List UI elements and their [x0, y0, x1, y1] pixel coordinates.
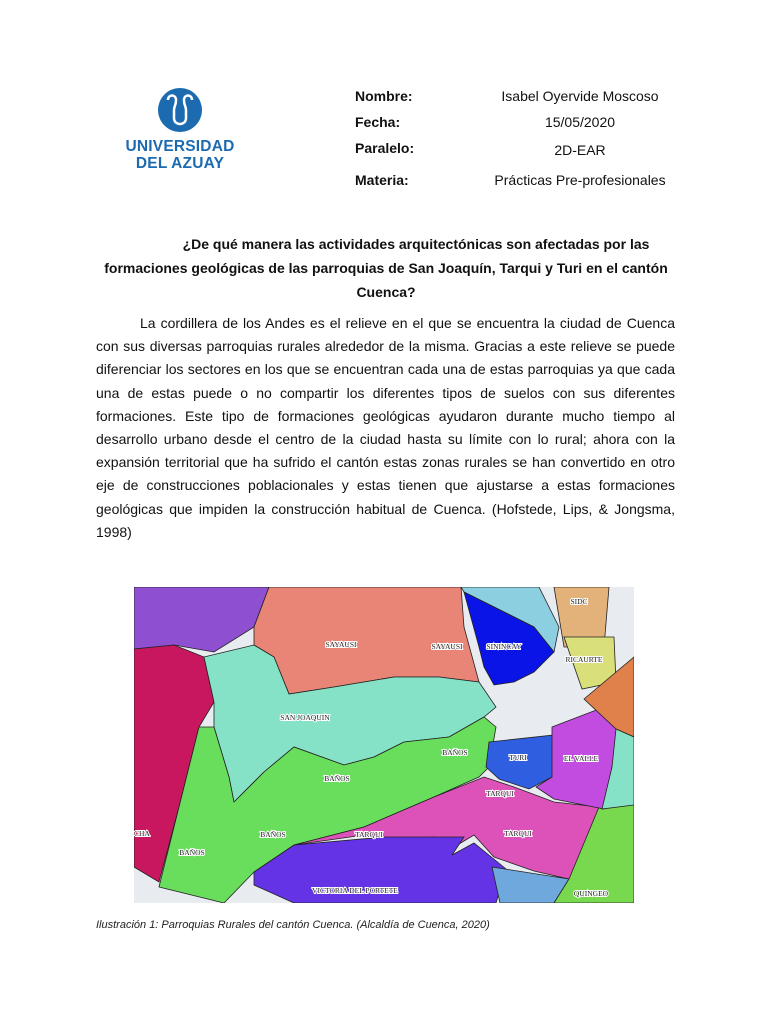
- map-label: BAÑOS: [260, 830, 286, 839]
- map-label: BAÑOS: [442, 748, 468, 757]
- university-logo: [118, 88, 242, 188]
- section-value: 2D-EAR: [554, 142, 606, 158]
- map-label: EL VALLE: [563, 754, 599, 763]
- subject-value: Prácticas Pre-profesionales: [494, 172, 666, 188]
- date-value: 15/05/2020: [544, 114, 616, 130]
- map-label: SAN JOAQUIN: [280, 713, 330, 722]
- map-label: VICTORIA DEL PORTETE: [312, 886, 398, 895]
- subject-label: Materia:: [355, 172, 409, 188]
- research-question: [96, 232, 676, 304]
- map-label: BAÑOS: [179, 848, 205, 857]
- name-label: Nombre:: [355, 88, 413, 104]
- logo-text-1: UNIVERSIDAD: [125, 138, 235, 155]
- map-label: TARQUI: [486, 789, 514, 798]
- section-label: Paralelo:: [355, 140, 415, 156]
- date-label: Fecha:: [355, 114, 401, 130]
- map-label: SININCAY: [486, 642, 522, 651]
- map-label: BAÑOS: [324, 774, 350, 783]
- map-label: RICAURTE: [565, 655, 603, 664]
- question-line: Cuenca?: [356, 284, 416, 300]
- map-label: SAYAUSI: [325, 640, 357, 649]
- question-line: ¿De qué manera las actividades arquitectónicas son afectadas por las: [182, 236, 650, 252]
- body-paragraph: La cordillera de los Andes es el relieve en el que se encuentra la ciudad de Cuenca con sus diversas parroquias rurales alrededor de la misma. Gracias a este relieve se puede diferenciar los sectores en los que se encuentran cada una de estas parroquias ya que cada una de estas puede o no compartir los diferentes tipos de suelos con sus diferentes formaciones. Este tipo de formaciones geológicas ayudaron durante mucho tiempo al desarrollo urbano desde el centro de la ciudad hasta su límite con lo rural; ahora con la expansión territorial que ha sufrido el cantón estas zonas rurales se han convertido en otro eje de construcciones poblacionales y estas tienen que ajustarse a estas formaciones geológicas que impiden la construcción habitual de Cuenca. (Hofstede, Lips, & Jongsma, 1998): [96, 315, 675, 540]
- logo-text-2: DEL AZUAY: [135, 155, 225, 172]
- map-label: SAYAUSI: [431, 642, 463, 651]
- map-label: TARQUI: [355, 830, 383, 839]
- map-label: QUINGEO: [573, 889, 609, 898]
- question-line: formaciones geológicas de las parroquias de San Joaquín, Tarqui y Turi en el cantón: [104, 260, 668, 276]
- parish-map: [134, 587, 634, 903]
- name-value: Isabel Oyervide Moscoso: [501, 88, 659, 104]
- map-label: SIDC: [570, 597, 588, 606]
- map-label: CHA: [134, 829, 150, 838]
- university-seal-icon: [158, 88, 202, 132]
- map-label: TARQUI: [504, 829, 532, 838]
- map-label: TURI: [509, 753, 527, 762]
- figure-caption: Ilustración 1: Parroquias Rurales del cantón Cuenca. (Alcaldía de Cuenca, 2020): [96, 919, 490, 931]
